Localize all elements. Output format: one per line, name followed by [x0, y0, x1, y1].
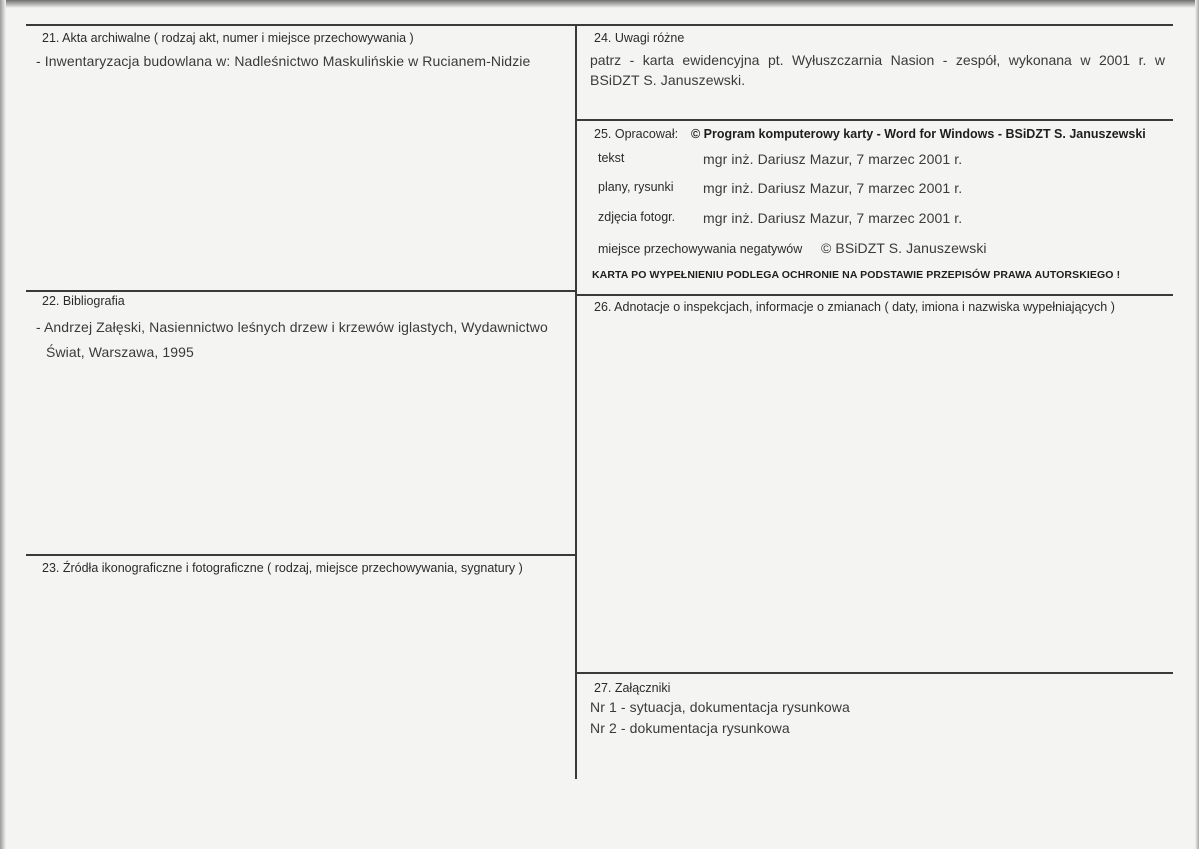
copyright-warning: KARTA PO WYPEŁNIENIU PODLEGA OCHRONIE NA PODSTAWIE PRZEPISÓW PRAWA AUTORSKIEGO !: [592, 269, 1121, 281]
scan-edge-right: [1195, 0, 1199, 849]
column-divider: [575, 24, 577, 779]
program-credit: © Program komputerowy karty - Word for Windows - BSiDZT S. Januszewski: [691, 127, 1146, 141]
author-row-value: mgr inż. Dariusz Mazur, 7 marzec 2001 r.: [703, 210, 963, 226]
section-22-entry-line2: Świat, Warszawa, 1995: [46, 344, 194, 360]
section-22-entry-line1: - Andrzej Załęski, Nasiennictwo leśnych drzew i krzewów iglastych, Wydawnictwo: [36, 319, 548, 335]
section-26-title: 26. Adnotacje o inspekcjach, informacje o zmianach ( daty, imiona i nazwiska wypełniających ): [594, 300, 1115, 314]
section-25-title: 25. Opracował:: [594, 127, 679, 141]
section-24-title: 24. Uwagi różne: [594, 31, 685, 45]
author-row-label: zdjęcia fotogr.: [598, 210, 676, 224]
section-22-title: 22. Bibliografia: [42, 294, 125, 308]
section-21-title: 21. Akta archiwalne ( rodzaj akt, numer i miejsce przechowywania ): [42, 31, 414, 45]
divider-25-26: [577, 294, 1173, 296]
attachment-item: Nr 1 - sytuacja, dokumentacja rysunkowa: [590, 699, 850, 715]
divider-21-22: [26, 290, 576, 292]
divider-22-23: [26, 554, 576, 556]
top-border-line: [26, 24, 1173, 26]
section-21-entry: - Inwentaryzacja budowlana w: Nadleśnictwo Maskulińskie w Rucianem-Nidzie: [36, 53, 531, 69]
section-24-text-line2: BSiDZT S. Januszewski.: [590, 72, 746, 88]
scan-edge-top: [0, 0, 1199, 8]
section-23-title: 23. Źródła ikonograficzne i fotograficzne ( rodzaj, miejsce przechowywania, sygnatury ): [42, 561, 523, 575]
author-row-label: tekst: [598, 151, 625, 165]
section-27-title: 27. Załączniki: [594, 681, 671, 695]
author-row-value: mgr inż. Dariusz Mazur, 7 marzec 2001 r.: [703, 151, 963, 167]
negatives-value: © BSiDZT S. Januszewski: [821, 240, 987, 256]
negatives-label: miejsce przechowywania negatywów: [598, 242, 803, 256]
divider-24-25: [577, 119, 1173, 121]
section-24-text-line1: patrz - karta ewidencyjna pt. Wyłuszczarnia Nasion - zespół, wykonana w 2001 r. w: [590, 52, 1165, 68]
author-row-value: mgr inż. Dariusz Mazur, 7 marzec 2001 r.: [703, 180, 963, 196]
author-row-label: plany, rysunki: [598, 180, 674, 194]
divider-26-27: [577, 672, 1173, 674]
attachment-item: Nr 2 - dokumentacja rysunkowa: [590, 720, 790, 736]
scan-edge-left: [0, 0, 6, 849]
